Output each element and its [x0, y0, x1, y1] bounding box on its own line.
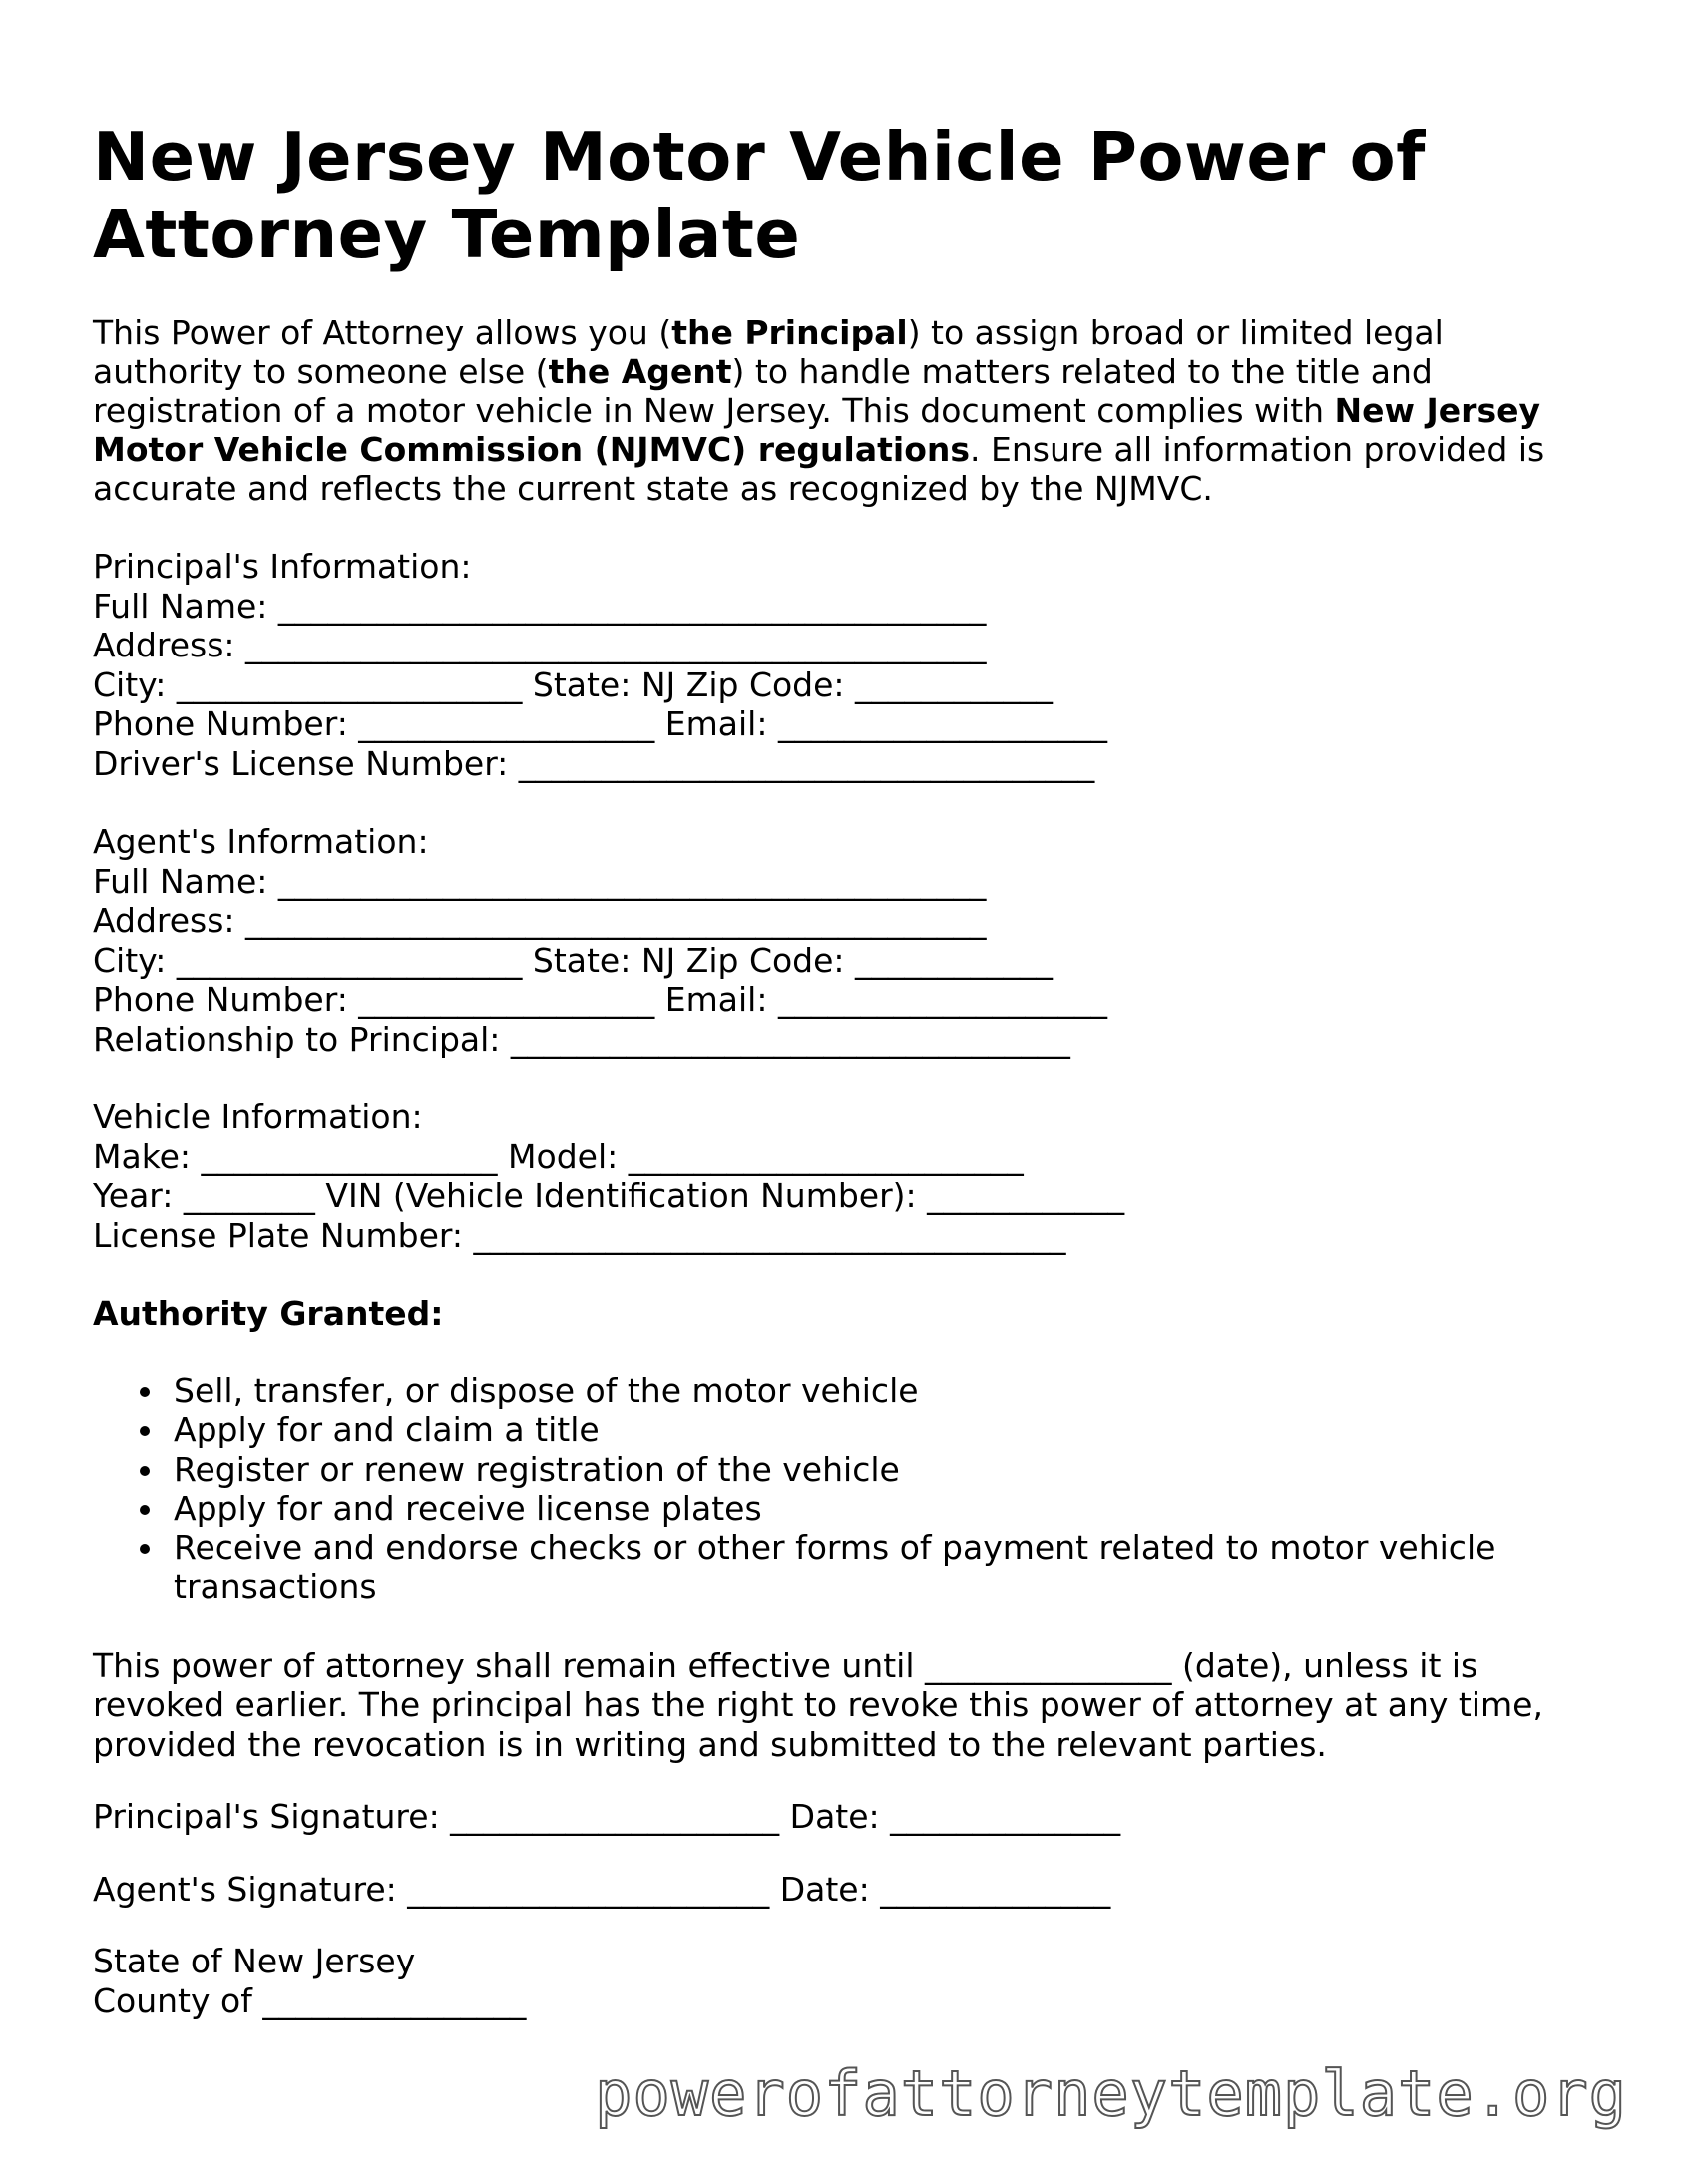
authority-item-text: Register or renew registration of the vehicle [174, 1449, 900, 1489]
authority-item-text: Apply for and receive license plates [174, 1489, 762, 1528]
principal-license-field[interactable]: Driver's License Number: ___________________________________ [93, 743, 1095, 783]
intro-agent-bold: the Agent [548, 352, 732, 391]
vehicle-year-vin-field[interactable]: Year: ________ VIN (Vehicle Identification Number): ____________ [93, 1176, 1125, 1215]
authority-list [93, 1371, 1609, 1607]
authority-item-text: Sell, transfer, or dispose of the motor vehicle [174, 1370, 919, 1410]
principal-full-name-field[interactable]: Full Name: ___________________________________________ [93, 586, 987, 626]
agent-address-field[interactable]: Address: _____________________________________________ [93, 901, 987, 940]
intro-regulations-bold: New Jersey Motor Vehicle Commission (NJMVC) regulations [93, 391, 1540, 469]
intro-principal-bold: the Principal [671, 313, 908, 352]
principal-address-field[interactable]: Address: _____________________________________________ [93, 626, 987, 664]
bullet-icon [140, 1426, 150, 1436]
intro-text: ) to assign broad or limited legal authority to someone else ( [93, 313, 1444, 391]
authority-item-text: Apply for and claim a title [174, 1410, 600, 1449]
list-item [174, 1529, 1600, 1607]
agent-phone-email-field[interactable]: Phone Number: __________________ Email: ____________________ [93, 980, 1107, 1019]
notary-state: State of New Jersey [93, 1942, 416, 1980]
bullet-icon [140, 1544, 150, 1554]
page-title: New Jersey Motor Vehicle Power of Attorney Template [93, 118, 1426, 273]
principal-heading: Principal's Information: [93, 547, 472, 586]
list-item [174, 1450, 1600, 1490]
principal-signature-line[interactable]: Principal's Signature: ____________________ Date: ______________ [93, 1797, 1121, 1836]
list-item [174, 1410, 1600, 1450]
list-item [174, 1489, 1600, 1529]
vehicle-make-model-field[interactable]: Make: __________________ Model: ________________________ [93, 1136, 1024, 1176]
vehicle-information-section [93, 1097, 1609, 1255]
agent-relationship-field[interactable]: Relationship to Principal: __________________________________ [93, 1019, 1070, 1059]
notary-county-field[interactable]: County of ________________ [93, 1980, 527, 2020]
bullet-icon [140, 1466, 150, 1476]
intro-text: This Power of Attorney allows you ( [93, 313, 672, 352]
agent-heading: Agent's Information: [93, 822, 429, 861]
agent-signature-line[interactable]: Agent's Signature: ______________________ Date: ______________ [93, 1869, 1111, 1909]
authority-heading: Authority Granted: [93, 1294, 444, 1333]
document-page [93, 118, 1609, 2020]
notary-block [93, 1942, 1609, 2020]
vehicle-heading: Vehicle Information: [93, 1097, 423, 1136]
agent-full-name-field[interactable]: Full Name: ___________________________________________ [93, 861, 987, 901]
principal-phone-email-field[interactable]: Phone Number: __________________ Email: ____________________ [93, 704, 1107, 743]
effective-date-paragraph[interactable]: This power of attorney shall remain effective until _______________ (date), unless it is revoked earlier. The principal has the right to revoke this power of attorney at any time, provided the revocation is in writing and submitted to the relevant parties. [93, 1645, 1543, 1764]
authority-item-text: Receive and endorse checks or other forms of payment related to motor vehicle transactions [174, 1528, 1496, 1606]
intro-text: . Ensure all information provided is accurate and reflects the current state as recognized by the NJMVC. [93, 430, 1545, 508]
agent-city-state-zip-field[interactable]: City: _____________________ State: NJ Zip Code: ____________ [93, 940, 1054, 980]
principal-city-state-zip-field[interactable]: City: _____________________ State: NJ Zip Code: ____________ [93, 664, 1054, 704]
list-item [174, 1371, 1600, 1411]
intro-paragraph [93, 313, 1559, 508]
principal-information-section [93, 547, 1609, 783]
vehicle-plate-field[interactable]: License Plate Number: ____________________________________ [93, 1215, 1066, 1255]
watermark: powerofattorneytemplate.org [595, 2057, 1627, 2130]
agent-information-section [93, 822, 1609, 1059]
bullet-icon [140, 1387, 150, 1397]
intro-text: ) to handle matters related to the title and registration of a motor vehicle in New Jersey. This document complies with [93, 352, 1433, 430]
bullet-icon [140, 1505, 150, 1515]
